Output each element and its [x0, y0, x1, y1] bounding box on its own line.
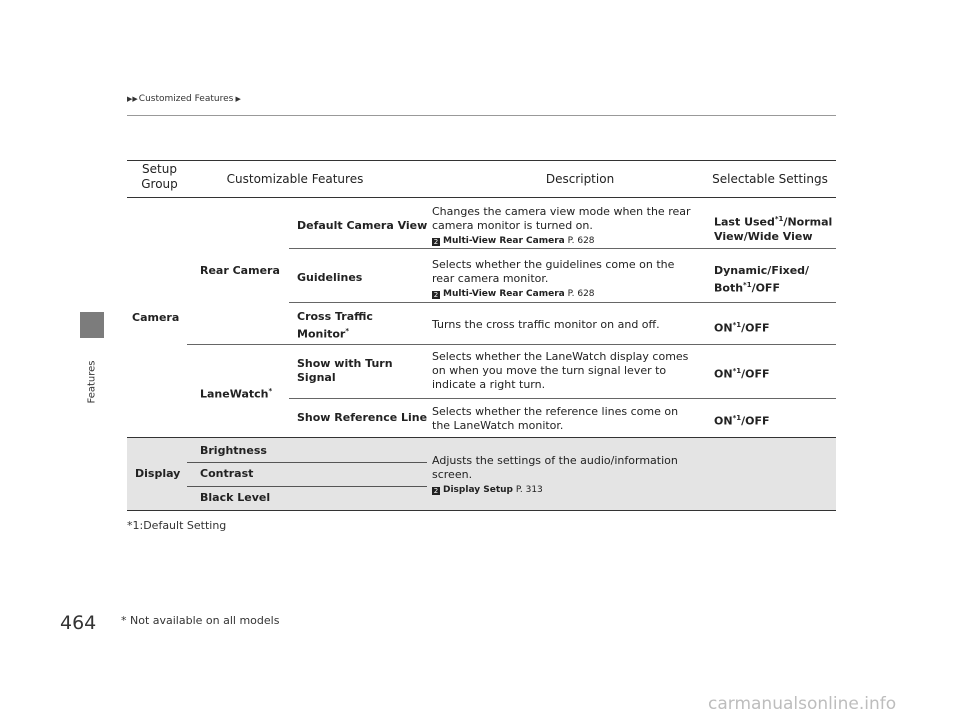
- breadcrumb-arrow-icon: ▶: [233, 95, 241, 103]
- row-divider: [187, 462, 427, 463]
- description-text: Adjusts the settings of the audio/information screen.: [432, 454, 678, 481]
- setting-option: Both: [714, 281, 744, 295]
- default-marker: *1: [743, 281, 752, 289]
- feature-text: Monitor: [297, 327, 346, 341]
- feature-show-reference-line: Show Reference Line: [297, 411, 428, 424]
- default-setting-note: *1:Default Setting: [127, 519, 227, 532]
- availability-marker: *: [268, 387, 273, 395]
- header-selectable-settings: Selectable Settings: [712, 172, 828, 186]
- settings-cross-traffic-monitor: [714, 318, 770, 336]
- subgroup-text: LaneWatch: [200, 387, 269, 401]
- setting-option: /Normal: [783, 215, 833, 229]
- default-marker: *1: [774, 215, 784, 223]
- group-camera: Camera: [132, 311, 180, 324]
- reference-title: Multi-View Rear Camera: [443, 289, 565, 299]
- availability-footnote: * Not available on all models: [121, 614, 280, 627]
- header-description: Description: [545, 172, 615, 186]
- header-setup-group: Setup Group: [141, 162, 178, 191]
- description-display: [432, 454, 682, 497]
- header-customizable-features: Customizable Features: [226, 172, 364, 186]
- reference-arrow-icon: 2: [433, 238, 439, 246]
- setting-option: /OFF: [741, 367, 770, 381]
- setting-option: Dynamic/Fixed/: [714, 264, 810, 277]
- reference-page: P. 313: [515, 485, 543, 495]
- feature-show-with-turn-signal: Show with Turn Signal: [297, 357, 393, 384]
- row-divider: [187, 486, 427, 487]
- feature-black-level: Black Level: [200, 491, 271, 504]
- reference-page: P. 628: [567, 289, 595, 299]
- page-number: 464: [60, 612, 97, 634]
- feature-guidelines: Guidelines: [297, 271, 363, 284]
- description-show-with-turn-signal: Selects whether the LaneWatch display comes on when you move the turn signal lever to indicate a right turn.: [432, 350, 689, 391]
- breadcrumb-arrow-icon: ▶▶: [127, 95, 138, 103]
- reference-title: Display Setup: [443, 485, 513, 495]
- row-divider: [289, 398, 836, 399]
- feature-text: Cross Traffic: [297, 310, 373, 323]
- settings-show-with-turn-signal: [714, 364, 770, 382]
- feature-cross-traffic-monitor: [297, 310, 373, 342]
- setting-option: ON: [714, 367, 733, 381]
- default-marker: *1: [732, 414, 742, 422]
- reference-link[interactable]: [432, 483, 682, 497]
- description-default-camera-view: [432, 205, 692, 248]
- feature-brightness: Brightness: [200, 444, 267, 457]
- watermark: carmanualsonline.info: [708, 694, 897, 714]
- description-cross-traffic-monitor: Turns the cross traffic monitor on and off.: [432, 318, 660, 331]
- setting-option: /OFF: [751, 281, 780, 295]
- reference-page: P. 628: [567, 236, 595, 246]
- group-display: Display: [135, 467, 181, 480]
- table-header-rule: [127, 197, 836, 198]
- default-marker: *1: [732, 367, 742, 375]
- setting-option: ON: [714, 414, 733, 428]
- breadcrumb-label: Customized Features: [138, 94, 234, 104]
- setting-option: View/Wide View: [714, 229, 813, 243]
- subgroup-divider: [187, 344, 836, 345]
- description-show-reference-line: Selects whether the reference lines come on the LaneWatch monitor.: [432, 405, 679, 432]
- setting-option: Last Used: [714, 215, 775, 229]
- availability-marker: *: [345, 327, 350, 335]
- subgroup-lanewatch: [200, 384, 272, 402]
- chapter-tab-marker: [80, 312, 104, 338]
- reference-arrow-icon: 2: [433, 487, 439, 495]
- row-divider: [289, 248, 836, 249]
- description-text: Changes the camera view mode when the rear camera monitor is turned on.: [432, 205, 691, 232]
- table-top-rule: [127, 160, 836, 161]
- breadcrumb[interactable]: [127, 94, 242, 104]
- reference-link[interactable]: [432, 287, 692, 301]
- feature-contrast: Contrast: [200, 467, 254, 480]
- reference-link[interactable]: [432, 234, 692, 248]
- feature-default-camera-view: Default Camera View: [297, 219, 428, 232]
- settings-default-camera-view: [714, 212, 832, 244]
- description-guidelines: [432, 258, 692, 301]
- reference-title: Multi-View Rear Camera: [443, 236, 565, 246]
- setting-option: /OFF: [741, 321, 770, 335]
- setting-option: ON: [714, 321, 733, 335]
- row-divider: [289, 302, 836, 303]
- reference-arrow-icon: 2: [433, 291, 439, 299]
- chapter-tab-label: Features: [86, 360, 98, 404]
- header-rule: [127, 115, 836, 116]
- description-text: Selects whether the guidelines come on the rear camera monitor.: [432, 258, 675, 285]
- default-marker: *1: [732, 321, 742, 329]
- settings-guidelines: [714, 264, 809, 296]
- setting-option: /OFF: [741, 414, 770, 428]
- table-bottom-rule: [127, 510, 836, 511]
- settings-show-reference-line: [714, 411, 770, 429]
- subgroup-rear-camera: Rear Camera: [200, 264, 280, 277]
